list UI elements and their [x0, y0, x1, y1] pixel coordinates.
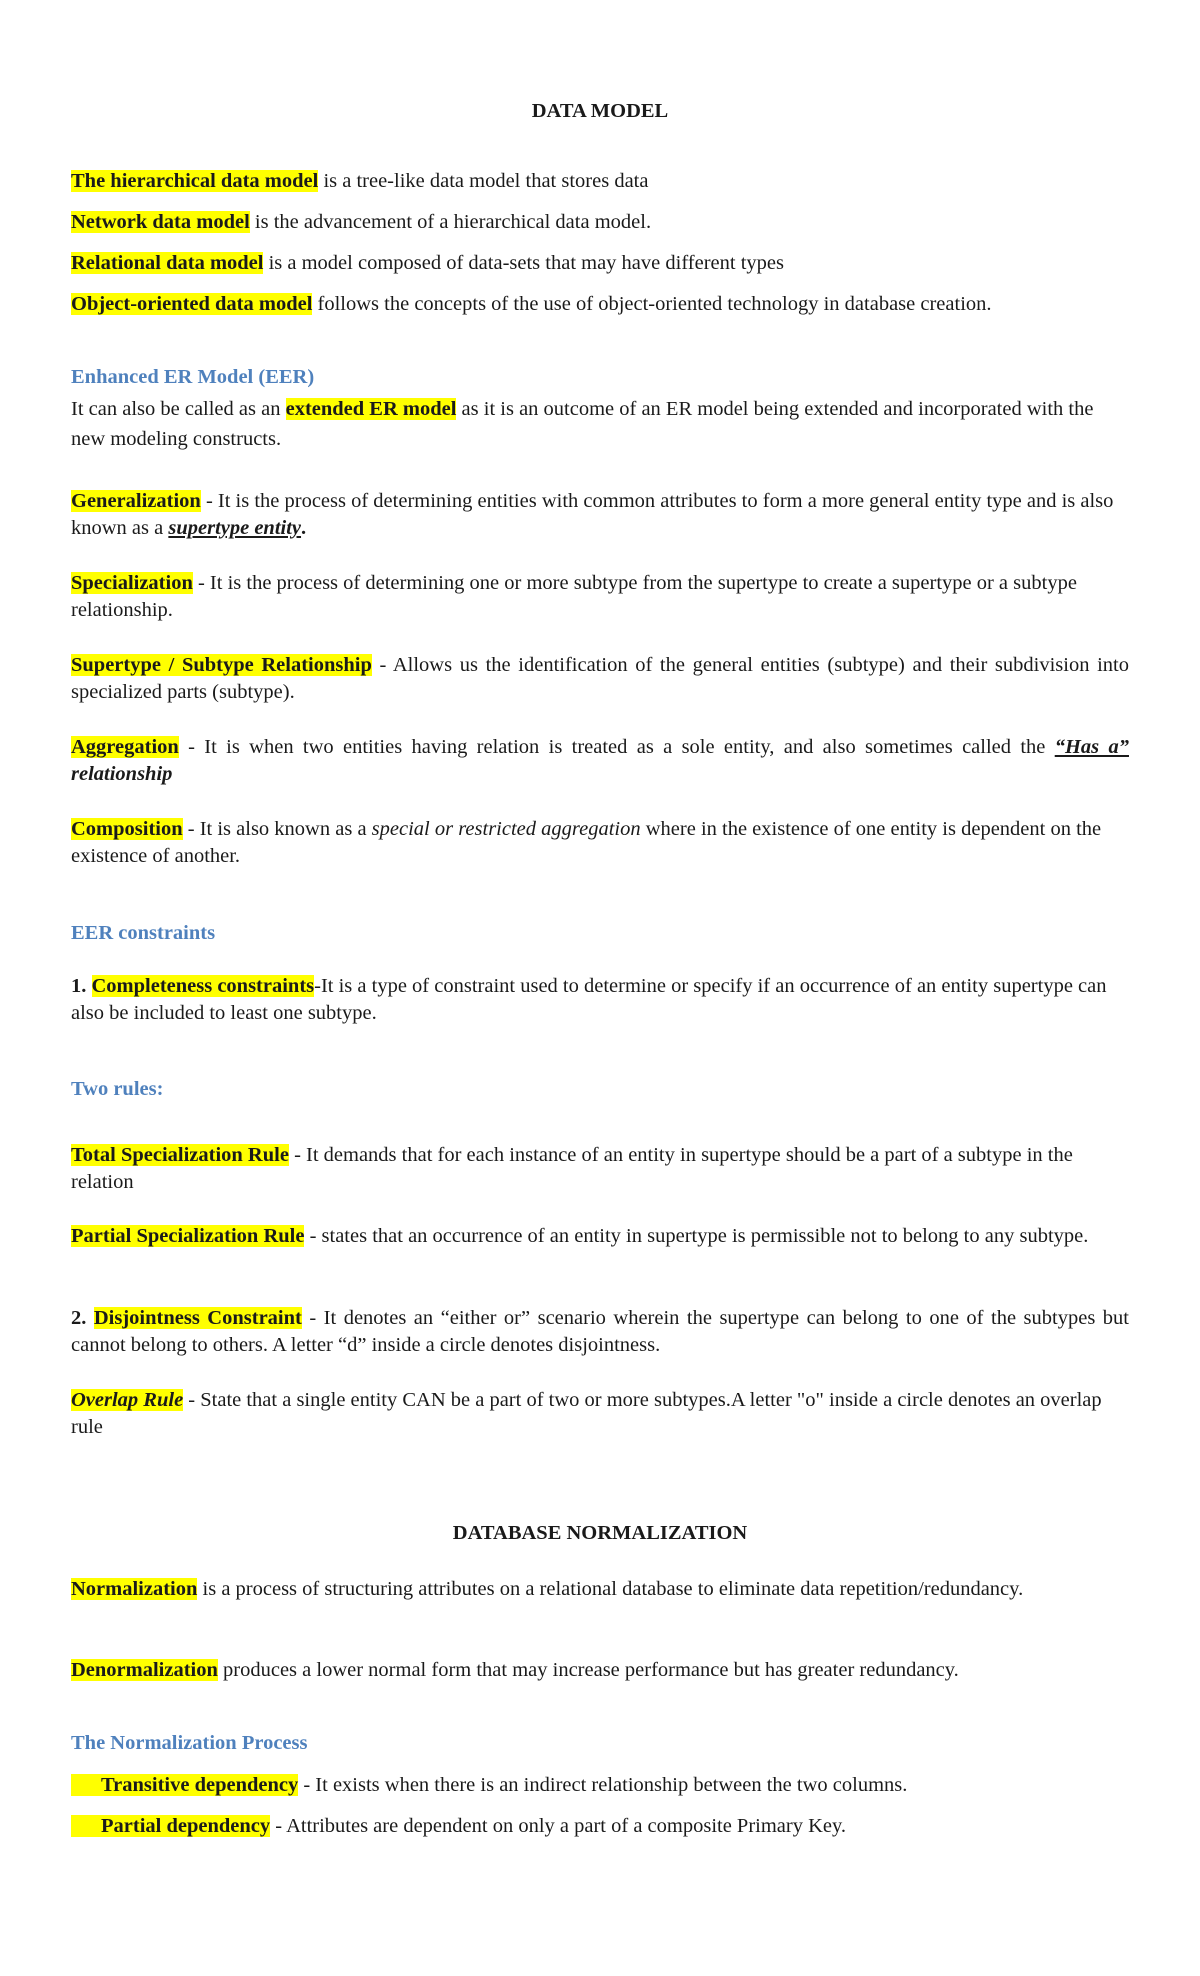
- highlighted-term: Generalization: [71, 490, 201, 512]
- highlighted-term: Composition: [71, 818, 183, 840]
- list-number: 1.: [71, 975, 92, 997]
- highlighted-term: Completeness constraints: [91, 975, 315, 997]
- highlighted-term: Supertype / Subtype Relationship: [71, 654, 372, 676]
- definition-text: - It is the process of determining one or more subtype from the supertype to create a supertype or a subtype relationship.: [71, 572, 1077, 621]
- definition-text: produces a lower normal form that may increase performance but has greater redundancy.: [217, 1659, 959, 1681]
- definition-text: - Allows us the identification of the general entities (subtype) and their subdivision into specialized parts (subtype).: [71, 654, 1129, 703]
- definition-text: - It demands that for each instance of an entity in supertype should be a part of a subtype in the relation: [71, 1144, 1073, 1193]
- completeness-paragraph: [71, 973, 1129, 1027]
- aggregation-paragraph: Aggregation - It is when two entities having relation is treated as a sole entity, and also sometimes called the “Has a” relationship: [71, 736, 1129, 785]
- relational-model-paragraph: [71, 250, 1129, 277]
- highlighted-term: Relational data model: [71, 252, 264, 274]
- definition-text: is a process of structuring attributes on a relational database to eliminate data repetition/redundancy.: [197, 1578, 1024, 1600]
- eer-paragraph: [71, 394, 1129, 454]
- emphasis-text: “Has a”: [1054, 736, 1129, 758]
- list-number: 2.: [71, 1307, 94, 1329]
- composition-paragraph: Composition - It is also known as a special or restricted aggregation where in the existence of one entity is dependent on the existence of another.: [71, 818, 1102, 867]
- hierarchical-model-paragraph: [71, 168, 1129, 195]
- emphasis-text: special or restricted aggregation: [371, 818, 641, 840]
- highlighted-term: Overlap Rule: [71, 1389, 184, 1411]
- highlighted-term: Partial Specialization Rule: [71, 1225, 305, 1247]
- eer-text-post: as it is an outcome of an ER model being extended and incorporated with the new modeling constructs.: [71, 398, 1094, 450]
- object-oriented-model-paragraph: [71, 291, 1129, 318]
- definition-text: follows the concepts of the use of object-oriented technology in database creation.: [312, 293, 992, 315]
- highlighted-term: The hierarchical data model: [71, 170, 319, 192]
- network-model-paragraph: [71, 209, 1129, 236]
- two-rules-heading: Two rules:: [71, 1078, 164, 1100]
- partial-dependency-paragraph: [71, 1813, 1129, 1840]
- normalization-title: DATABASE NORMALIZATION: [452, 1522, 748, 1544]
- definition-text: - It exists when there is an indirect relationship between the two columns.: [298, 1774, 908, 1796]
- eer-heading: Enhanced ER Model (EER): [71, 366, 315, 388]
- definition-text: -It is a type of constraint used to determine or specify if an occurrence of an entity supertype can also be included to least one subtype.: [71, 975, 1107, 1024]
- transitive-dependency-paragraph: [71, 1772, 1129, 1799]
- highlighted-term: extended ER model: [285, 398, 457, 420]
- highlighted-term: Specialization: [71, 572, 193, 594]
- specialization-paragraph: [71, 570, 1129, 624]
- definition-text: is a model composed of data-sets that may have different types: [263, 252, 784, 274]
- highlighted-term: Denormalization: [71, 1659, 218, 1681]
- normalization-paragraph: [71, 1576, 1129, 1603]
- eer-constraints-heading: EER constraints: [71, 922, 216, 944]
- highlighted-term: Disjointness Constraint: [93, 1307, 302, 1329]
- definition-text: - State that a single entity CAN be a part of two or more subtypes.A letter "o" inside a circle denotes an overlap rule: [71, 1389, 1102, 1438]
- highlighted-term: Aggregation: [71, 736, 179, 758]
- definition-text: is a tree-like data model that stores data: [318, 170, 649, 192]
- emphasis-text: supertype entity: [168, 517, 302, 539]
- highlighted-term: Total Specialization Rule: [71, 1144, 289, 1166]
- highlighted-term: Partial dependency: [71, 1815, 270, 1837]
- definition-text: - It denotes an “either or” scenario wherein the supertype can belong to one of the subtypes but cannot belong to others. A letter “d” inside a circle denotes disjointness.: [71, 1307, 1129, 1356]
- generalization-paragraph: Generalization - It is the process of determining entities with common attributes to form a more general entity type and is also known as a supertype entity.: [71, 490, 1114, 539]
- definition-text: - states that an occurrence of an entity in supertype is permissible not to belong to any subtype.: [304, 1225, 1089, 1247]
- partial-specialization-paragraph: [71, 1223, 1129, 1250]
- highlighted-term: Transitive dependency: [71, 1774, 298, 1796]
- highlighted-term: Network data model: [71, 211, 250, 233]
- total-specialization-paragraph: [71, 1142, 1129, 1196]
- definition-text: - Attributes are dependent on only a part of a composite Primary Key.: [270, 1815, 847, 1837]
- definition-text: - It is also known as a: [182, 818, 372, 840]
- overlap-rule-paragraph: [71, 1387, 1129, 1441]
- disjointness-paragraph: [71, 1305, 1129, 1359]
- data-model-title: DATA MODEL: [531, 100, 669, 122]
- highlighted-term: Normalization: [71, 1578, 198, 1600]
- definition-text: - It is when two entities having relation is treated as a sole entity, and also sometimes called the: [178, 736, 1055, 758]
- normalization-process-heading: The Normalization Process: [71, 1732, 308, 1754]
- denormalization-paragraph: [71, 1657, 1129, 1684]
- highlighted-term: Object-oriented data model: [71, 293, 313, 315]
- supertype-subtype-paragraph: [71, 652, 1129, 706]
- definition-text: is the advancement of a hierarchical data model.: [249, 211, 652, 233]
- eer-text-pre: It can also be called as an: [71, 398, 286, 420]
- definition-text: - It is the process of determining entities with common attributes to form a more general entity type and is also known as a: [71, 490, 1114, 539]
